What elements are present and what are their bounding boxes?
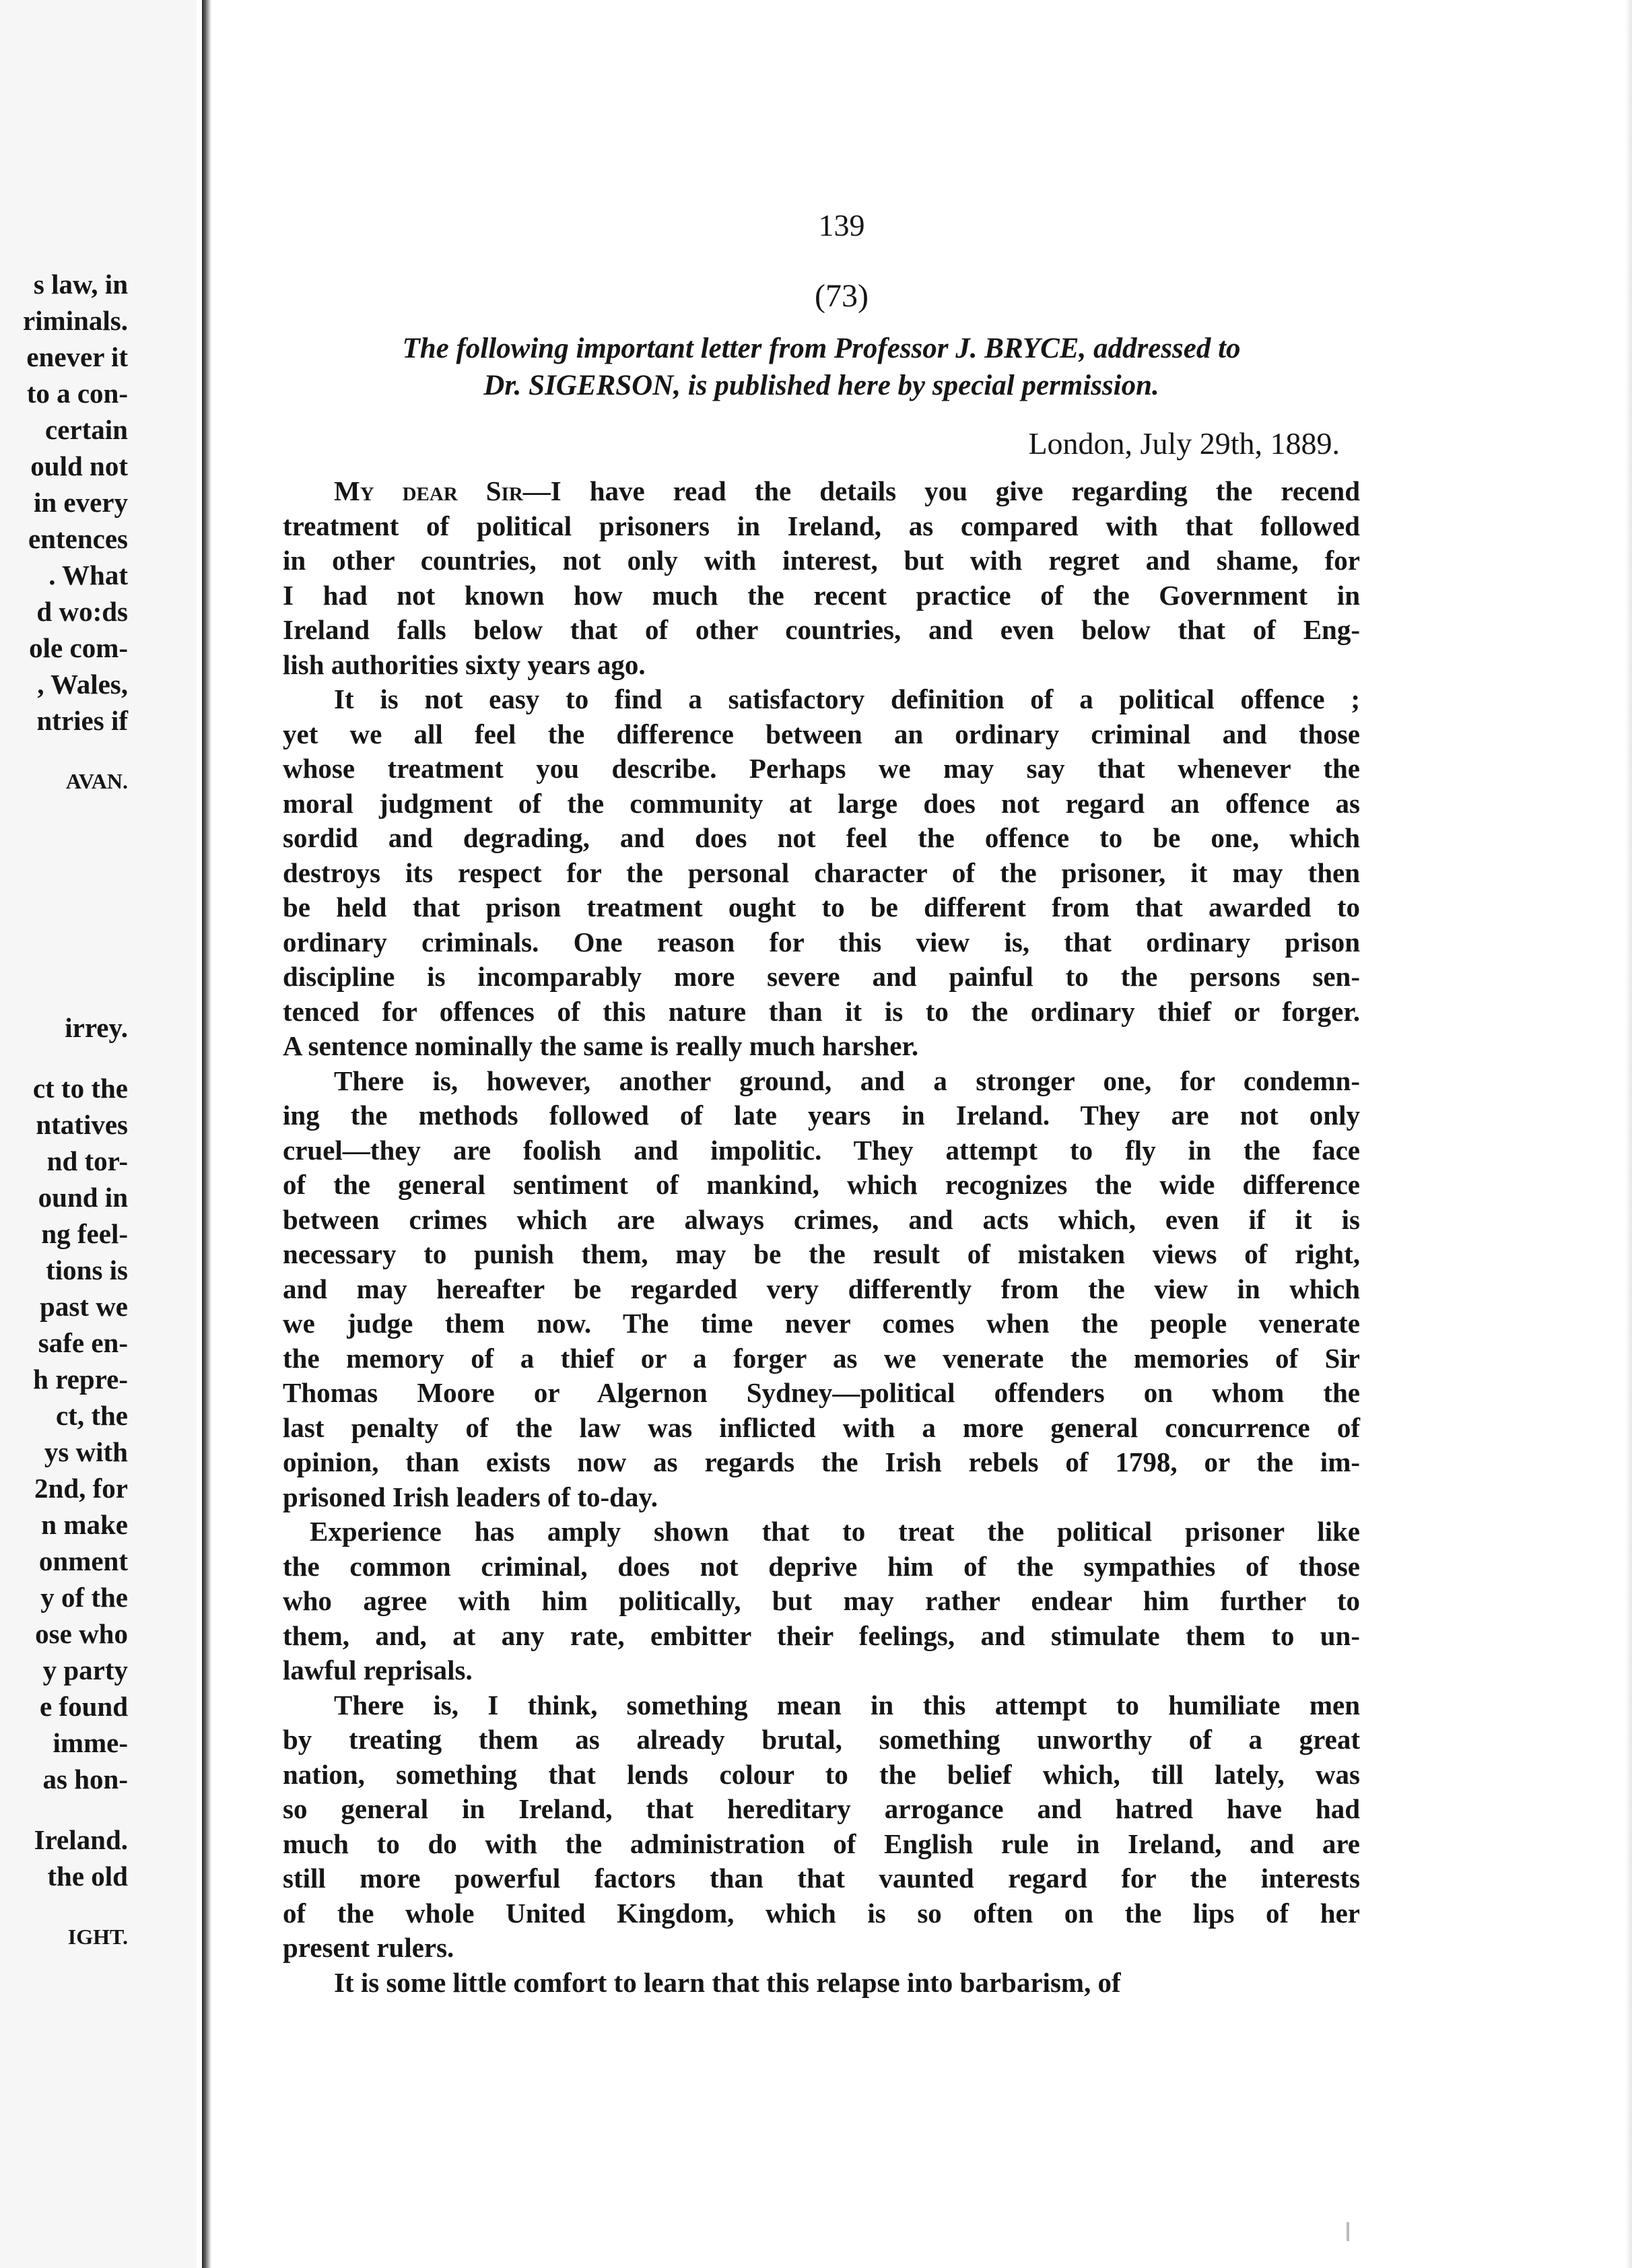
text-line-content: last penalty of the law was inflicted with a more general concurrence of: [283, 1411, 1360, 1443]
text-line-content: sordid and degrading, and does not feel the offence to be one, which: [283, 822, 1360, 853]
letter-number: (73): [815, 278, 869, 314]
text-line-content: present rulers.: [283, 1932, 454, 1963]
previous-page-line-text: AVAN.: [65, 769, 128, 793]
previous-page-line-text: ound in: [38, 1182, 128, 1213]
book-gutter: [202, 0, 211, 2268]
text-line: [283, 1029, 1360, 1064]
text-line: [283, 1237, 1360, 1272]
previous-page-line-text: n make: [41, 1509, 128, 1540]
previous-page-line: [0, 339, 197, 375]
previous-page-line-text: ntatives: [36, 1109, 128, 1140]
text-line-content: Experience has amply shown that to treat the political prisoner like: [310, 1516, 1360, 1547]
paragraph: [283, 1514, 1360, 1688]
margin-mark: [1347, 2222, 1349, 2241]
previous-page-line-text: ys with: [44, 1436, 128, 1467]
page-content: [283, 202, 1360, 2000]
text-line: [283, 1619, 1360, 1654]
previous-page-line: [0, 521, 197, 557]
salutation: My dear Sir: [334, 475, 523, 506]
text-line: [283, 1445, 1360, 1480]
text-line-content: destroys its respect for the personal character of the prisoner, it may then: [283, 857, 1360, 888]
previous-page-line-text: e found: [39, 1691, 128, 1722]
text-line-content: I had not known how much the recent practice of the Government in: [283, 579, 1360, 611]
previous-page-line-text: tions is: [46, 1255, 128, 1286]
text-line-content: still more powerful factors than that vaunted regard for the interests: [283, 1863, 1360, 1894]
previous-page-fragment: [0, 0, 197, 2268]
text-line: [283, 1098, 1360, 1133]
previous-page-line-text: as hon-: [42, 1764, 128, 1795]
previous-page-line: [0, 375, 197, 411]
previous-page-line-text: past we: [40, 1291, 128, 1322]
text-line: [283, 1341, 1360, 1376]
text-line-content: of the general sentiment of mankind, which recognizes the wide difference: [283, 1169, 1360, 1200]
text-line-content: between crimes which are always crimes, and acts which, even if it is: [283, 1203, 1360, 1235]
text-line: [283, 925, 1360, 960]
text-line: [283, 1549, 1360, 1585]
previous-page-line: [0, 1397, 197, 1434]
text-line-content: There is, I think, something mean in this attempt to humiliate men: [334, 1689, 1360, 1721]
previous-page-line-text: d wo:ds: [36, 596, 128, 627]
previous-page-line-text: ng feel-: [41, 1218, 128, 1249]
text-line-content: It is not easy to find a satisfactory definition of a political offence ;: [334, 683, 1360, 714]
previous-page-text: [0, 266, 197, 1955]
letter-introduction: [283, 330, 1360, 404]
text-line-content: discipline is incomparably more severe and painful to the persons sen-: [283, 961, 1360, 992]
text-line-content: lawful reprisals.: [283, 1655, 473, 1686]
previous-page-line: [0, 1434, 197, 1470]
previous-page-line-text: imme-: [53, 1727, 128, 1758]
previous-page-line-text: to a con-: [26, 378, 128, 409]
previous-page-line-text: IGHT.: [67, 1925, 128, 1949]
text-line-content: tenced for offences of this nature than it is to the ordinary thief or forger.: [283, 995, 1360, 1027]
text-line-content: of the whole United Kingdom, which is so often on the lips of her: [283, 1897, 1360, 1929]
text-line: [283, 1758, 1360, 1793]
text-line: [283, 1688, 1360, 1723]
previous-page-line: [0, 557, 197, 593]
previous-page-line: [0, 1615, 197, 1652]
text-line-content: in other countries, not only with interest, but with regret and shame, for: [283, 545, 1360, 576]
previous-page-line-text: ould not: [30, 451, 128, 481]
previous-page-line-text: ose who: [35, 1618, 128, 1649]
text-line-content: much to do with the administration of English rule in Ireland, and are: [283, 1828, 1360, 1859]
previous-page-line: [0, 1325, 197, 1361]
previous-page-line-text: ct, the: [55, 1400, 128, 1431]
text-line: [283, 1133, 1360, 1168]
paragraph: [283, 1688, 1360, 1966]
text-line: [283, 1861, 1360, 1896]
previous-page-line-text: ntries if: [36, 705, 128, 736]
text-line-content: There is, however, another ground, and a stronger one, for condemn-: [334, 1065, 1360, 1096]
previous-page-line: [0, 1725, 197, 1761]
previous-page-line-text: the old: [47, 1861, 128, 1892]
page-number: 139: [818, 208, 865, 242]
intro-line-2: Dr. SIGERSON, is published here by special permission.: [483, 370, 1159, 401]
text-line-content: —I have read the details you give regarding the recend: [522, 475, 1360, 506]
text-line: [283, 1064, 1360, 1099]
previous-page-line-text: . What: [48, 560, 128, 591]
text-line-content: cruel—they are foolish and impolitic. They attempt to fly in the face: [283, 1134, 1360, 1166]
text-line: [283, 509, 1360, 544]
text-line-content: opinion, than exists now as regards the Irish rebels of 1798, or the im-: [283, 1446, 1360, 1477]
text-line: [283, 613, 1360, 648]
text-line-content: lish authorities sixty years ago.: [283, 648, 646, 680]
text-line: [283, 1792, 1360, 1827]
previous-page-line: [0, 484, 197, 521]
previous-page-line: [0, 1009, 197, 1046]
text-line: [283, 1203, 1360, 1238]
text-line: [283, 1653, 1360, 1688]
previous-page-line-text: onment: [38, 1545, 128, 1576]
previous-page-line: [0, 1543, 197, 1579]
paragraph: [283, 1966, 1360, 2001]
text-line: [283, 1272, 1360, 1307]
previous-page-line-text: enever it: [26, 341, 128, 372]
text-line-content: Ireland falls below that of other countries, and even below that of Eng-: [283, 614, 1360, 645]
paragraph: [283, 1064, 1360, 1515]
text-line: [283, 474, 1360, 509]
previous-page-line: [0, 1919, 197, 1955]
text-line: [283, 682, 1360, 717]
previous-page-line: [0, 1179, 197, 1215]
text-line-content: A sentence nominally the same is really much harsher.: [283, 1030, 919, 1061]
text-line: [283, 752, 1360, 787]
text-line-content: ing the methods followed of late years in Ireland. They are not only: [283, 1100, 1360, 1131]
previous-page-line-text: ole com-: [29, 632, 128, 663]
text-line: [283, 787, 1360, 822]
paragraph: [283, 474, 1360, 682]
text-line: [283, 1168, 1360, 1203]
text-line: [283, 1480, 1360, 1515]
text-line-content: by treating them as already brutal, something unworthy of a great: [283, 1724, 1360, 1755]
previous-page-line-text: entences: [28, 523, 128, 554]
text-line-content: nation, something that lends colour to the belief which, till lately, was: [283, 1758, 1360, 1790]
previous-page-line: [0, 1652, 197, 1688]
previous-page-line-text: 2nd, for: [34, 1473, 128, 1504]
previous-page-line: [0, 1688, 197, 1725]
intro-line-1: The following important letter from Professor J. BRYCE, addressed to: [402, 333, 1241, 364]
page-right-edge: [1625, 0, 1632, 2268]
previous-page-line: [0, 763, 197, 799]
previous-page-line-text: h repre-: [33, 1364, 128, 1395]
previous-page-line-text: irrey.: [65, 1012, 128, 1043]
text-line-content: the common criminal, does not deprive him of the sympathies of those: [283, 1550, 1360, 1582]
text-line-content: necessary to punish them, may be the result of mistaken views of right,: [283, 1238, 1360, 1269]
previous-page-line-text: s law, in: [33, 269, 128, 300]
text-line: [283, 1306, 1360, 1341]
text-line-content: yet we all feel the difference between an ordinary criminal and those: [283, 718, 1360, 749]
text-line-content: moral judgment of the community at large does not regard an offence as: [283, 787, 1360, 819]
previous-page-line: [0, 1143, 197, 1179]
previous-page-line: [0, 411, 197, 448]
text-line-content: prisoned Irish leaders of to-day.: [283, 1481, 658, 1512]
text-line: [283, 578, 1360, 613]
previous-page-line: [0, 1506, 197, 1543]
previous-page-line: [0, 1579, 197, 1615]
previous-page-line: [0, 448, 197, 484]
previous-page-line-text: y party: [42, 1655, 128, 1686]
dateline: London, July 29th, 1889.: [1028, 426, 1340, 461]
previous-page-line: [0, 1070, 197, 1106]
previous-page-line-text: , Wales,: [37, 669, 128, 700]
text-line-content: ordinary criminals. One reason for this view is, that ordinary prison: [283, 926, 1360, 958]
letter-body: [283, 474, 1360, 2000]
text-line-content: the memory of a thief or a forger as we venerate the memories of Sir: [283, 1342, 1360, 1374]
previous-page-line: [0, 1858, 197, 1894]
previous-page-line: [0, 1215, 197, 1252]
text-line-content: who agree with him politically, but may rather endear him further to: [283, 1585, 1360, 1616]
text-line-content: be held that prison treatment ought to be different from that awarded to: [283, 892, 1360, 923]
text-line: [283, 717, 1360, 752]
text-line: [283, 995, 1360, 1030]
previous-page-line: [0, 1288, 197, 1325]
text-line-content: It is some little comfort to learn that this relapse into barbarism, of: [334, 1966, 1121, 1998]
previous-page-line-text: safe en-: [38, 1327, 128, 1358]
previous-page-line-text: y of the: [40, 1582, 128, 1613]
paragraph: [283, 682, 1360, 1064]
text-line: [283, 1584, 1360, 1619]
previous-page-line: [0, 593, 197, 630]
text-line: [283, 648, 1360, 683]
previous-page-line-text: in every: [33, 487, 128, 518]
previous-page-line: [0, 1470, 197, 1506]
text-line-content: and may hereafter be regarded very differently from the view in which: [283, 1273, 1360, 1304]
text-line: [283, 1896, 1360, 1931]
text-line: [283, 821, 1360, 856]
previous-page-line: [0, 266, 197, 302]
text-line: [283, 1376, 1360, 1411]
previous-page-line: [0, 666, 197, 702]
text-line-content: treatment of political prisoners in Ireland, as compared with that followed: [283, 510, 1360, 541]
previous-page-line-text: Ireland.: [34, 1824, 128, 1855]
previous-page-line: [0, 1361, 197, 1397]
previous-page-line: [0, 1822, 197, 1858]
text-line-content: so general in Ireland, that hereditary arrogance and hatred have had: [283, 1793, 1360, 1824]
previous-page-line: [0, 302, 197, 339]
text-line: [283, 960, 1360, 995]
text-line: [283, 1411, 1360, 1446]
text-line: [283, 1723, 1360, 1758]
text-line: [283, 1931, 1360, 1966]
previous-page-line: [0, 702, 197, 739]
text-line: [283, 1827, 1360, 1862]
text-line-content: whose treatment you describe. Perhaps we may say that whenever the: [283, 753, 1360, 784]
previous-page-line-text: certain: [45, 414, 128, 445]
previous-page-line-text: riminals.: [22, 305, 128, 336]
previous-page-line: [0, 1252, 197, 1288]
text-line: [283, 890, 1360, 925]
text-line: [283, 1966, 1360, 2001]
previous-page-line: [0, 630, 197, 666]
text-line-content: we judge them now. The time never comes when the people venerate: [283, 1308, 1360, 1339]
previous-page-line: [0, 1106, 197, 1143]
text-line: [283, 856, 1360, 891]
previous-page-line-text: nd tor-: [46, 1145, 128, 1176]
previous-page-line-text: ct to the: [32, 1073, 128, 1104]
text-line: [283, 1514, 1360, 1549]
previous-page-line: [0, 1761, 197, 1797]
text-line-content: Thomas Moore or Algernon Sydney—political offenders on whom the: [283, 1377, 1360, 1408]
text-line: [283, 543, 1360, 578]
text-line-content: them, and, at any rate, embitter their feelings, and stimulate them to un-: [283, 1620, 1360, 1651]
